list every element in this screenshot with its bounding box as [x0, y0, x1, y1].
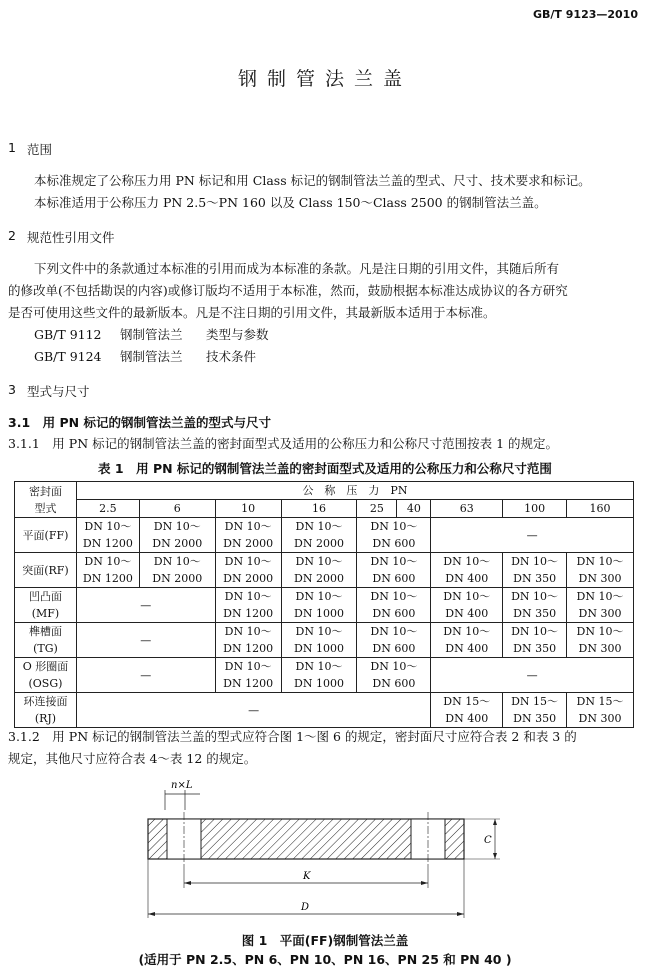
- table-cell: DN 10～ DN 300: [567, 588, 634, 623]
- label-k: K: [303, 871, 311, 882]
- label-c: C: [484, 835, 492, 846]
- table-cell: DN 10～ DN 600: [357, 553, 431, 588]
- pressure-header: 63: [431, 500, 503, 518]
- table-cell: DN 10～ DN 1000: [281, 658, 357, 693]
- table-cell: DN 10～ DN 600: [357, 518, 431, 553]
- pressure-header: 25: [357, 500, 397, 518]
- table-row: [15, 553, 634, 588]
- table-cell: DN 10～ DN 2000: [281, 518, 357, 553]
- section-1-number: 1: [8, 140, 16, 155]
- table-cell: DN 10～ DN 350: [503, 588, 567, 623]
- section-1-para-2: 本标准适用于公称压力 PN 2.5～PN 160 以及 Class 150～Class 2500 的钢制管法兰盖。: [34, 195, 547, 210]
- table-corner-cell: 密封面 型式: [15, 482, 77, 518]
- row-type-cell: 环连接面 (RJ): [15, 693, 77, 728]
- pressure-header: 16: [281, 500, 357, 518]
- table-1: [14, 481, 634, 728]
- pressure-header: 6: [139, 500, 215, 518]
- table-row: [15, 588, 634, 623]
- section-2-para-line-2: 的修改单(不包括勘误的内容)或修订版均不适用于本标准，然而，鼓励根据本标准达成协议的各方研究: [8, 283, 568, 298]
- table-cell: DN 10～ DN 300: [567, 623, 634, 658]
- table-cell-dash: —: [76, 623, 215, 658]
- table-cell: DN 10～ DN 1200: [215, 623, 281, 658]
- row-type-cell: 突面(RF): [15, 553, 77, 588]
- table-cell: DN 10～ DN 2000: [215, 553, 281, 588]
- standard-number-header: GB/T 9123—2010: [533, 8, 638, 21]
- table-cell: DN 10～ DN 2000: [281, 553, 357, 588]
- table-cell: DN 10～ DN 400: [431, 553, 503, 588]
- pressure-header: 40: [397, 500, 431, 518]
- table-row: [15, 693, 634, 728]
- section-3-1-1-text: 3.1.1 用 PN 标记的钢制管法兰盖的密封面型式及适用的公称压力和公称尺寸范围按表 1 的规定。: [8, 436, 559, 451]
- section-3-number: 3: [8, 382, 16, 397]
- pressure-header: 160: [567, 500, 634, 518]
- label-d: D: [301, 902, 310, 913]
- section-2-title: 规范性引用文件: [27, 230, 115, 245]
- table-cell: DN 10～ DN 1200: [76, 518, 139, 553]
- section-3-1-heading: 3.1 用 PN 标记的钢制管法兰盖的型式与尺寸: [8, 415, 271, 430]
- table-cell: DN 15～ DN 350: [503, 693, 567, 728]
- pressure-header: 10: [215, 500, 281, 518]
- table-1-caption: 表 1 用 PN 标记的钢制管法兰盖的密封面型式及适用的公称压力和公称尺寸范围: [98, 461, 552, 476]
- table-cell-dash: —: [431, 658, 634, 693]
- section-2-para-line-1: 下列文件中的条款通过本标准的引用而成为本标准的条款。凡是注日期的引用文件，其随后所有: [34, 261, 560, 276]
- pressure-group-header: 公 称 压 力 PN: [76, 482, 633, 500]
- table-cell: DN 10～ DN 600: [357, 588, 431, 623]
- pressure-header: 100: [503, 500, 567, 518]
- reference-name: 钢制管法兰: [120, 327, 183, 342]
- table-cell: DN 15～ DN 400: [431, 693, 503, 728]
- table-cell-dash: —: [76, 693, 430, 728]
- row-type-cell: 平面(FF): [15, 518, 77, 553]
- table-row: [15, 658, 634, 693]
- table-row: [15, 518, 634, 553]
- table-cell: DN 15～ DN 300: [567, 693, 634, 728]
- table-cell-dash: —: [76, 658, 215, 693]
- table-cell: DN 10～ DN 2000: [215, 518, 281, 553]
- label-nxl: n×L: [171, 780, 193, 791]
- pressure-header: 2.5: [76, 500, 139, 518]
- row-type-cell: 榫槽面 (TG): [15, 623, 77, 658]
- reference-code: GB/T 9124: [34, 349, 102, 364]
- table-cell-dash: —: [431, 518, 634, 553]
- figure-1-flange-blank-drawing: [0, 770, 650, 930]
- table-cell: DN 10～ DN 300: [567, 553, 634, 588]
- section-2-number: 2: [8, 228, 16, 243]
- table-cell: DN 10～ DN 1000: [281, 623, 357, 658]
- figure-1-caption: 图 1 平面(FF)钢制管法兰盖: [241, 933, 409, 948]
- table-cell: DN 10～ DN 600: [357, 623, 431, 658]
- page-title: 钢制管法兰盖: [237, 68, 412, 90]
- reference-gbt9112: [34, 325, 269, 345]
- table-cell: DN 10～ DN 350: [503, 623, 567, 658]
- table-cell: DN 10～ DN 400: [431, 588, 503, 623]
- row-type-cell: O 形圈面 (OSG): [15, 658, 77, 693]
- table-cell-dash: —: [76, 588, 215, 623]
- figure-1-subcaption: (适用于 PN 2.5、PN 6、PN 10、PN 16、PN 25 和 PN 40 ): [138, 952, 512, 967]
- reference-desc: 类型与参数: [206, 327, 269, 342]
- section-1-title: 范围: [27, 142, 53, 157]
- reference-name: 钢制管法兰: [120, 349, 183, 364]
- section-3-1-2-line-2: 规定，其他尺寸应符合表 4～表 12 的规定。: [8, 751, 257, 766]
- section-1-para-1: 本标准规定了公称压力用 PN 标记和用 Class 标记的钢制管法兰盖的型式、尺寸、技术要求和标记。: [34, 173, 591, 188]
- table-cell: DN 10～ DN 600: [357, 658, 431, 693]
- section-2-para-line-3: 是否可使用这些文件的最新版本。凡是不注日期的引用文件，其最新版本适用于本标准。: [8, 305, 496, 320]
- reference-gbt9124: [34, 347, 256, 367]
- table-row: [15, 623, 634, 658]
- reference-desc: 技术条件: [206, 349, 257, 364]
- row-type-cell: 凹凸面 (MF): [15, 588, 77, 623]
- table-cell: DN 10～ DN 2000: [139, 518, 215, 553]
- table-cell: DN 10～ DN 2000: [139, 553, 215, 588]
- table-cell: DN 10～ DN 1200: [215, 658, 281, 693]
- table-cell: DN 10～ DN 350: [503, 553, 567, 588]
- table-cell: DN 10～ DN 1200: [215, 588, 281, 623]
- table-cell: DN 10～ DN 400: [431, 623, 503, 658]
- table-cell: DN 10～ DN 1000: [281, 588, 357, 623]
- section-3-title: 型式与尺寸: [27, 384, 90, 399]
- reference-code: GB/T 9112: [34, 327, 102, 342]
- section-3-1-2-line-1: 3.1.2 用 PN 标记的钢制管法兰盖的型式应符合图 1～图 6 的规定，密封面尺寸应符合表 2 和表 3 的: [8, 729, 577, 744]
- table-cell: DN 10～ DN 1200: [76, 553, 139, 588]
